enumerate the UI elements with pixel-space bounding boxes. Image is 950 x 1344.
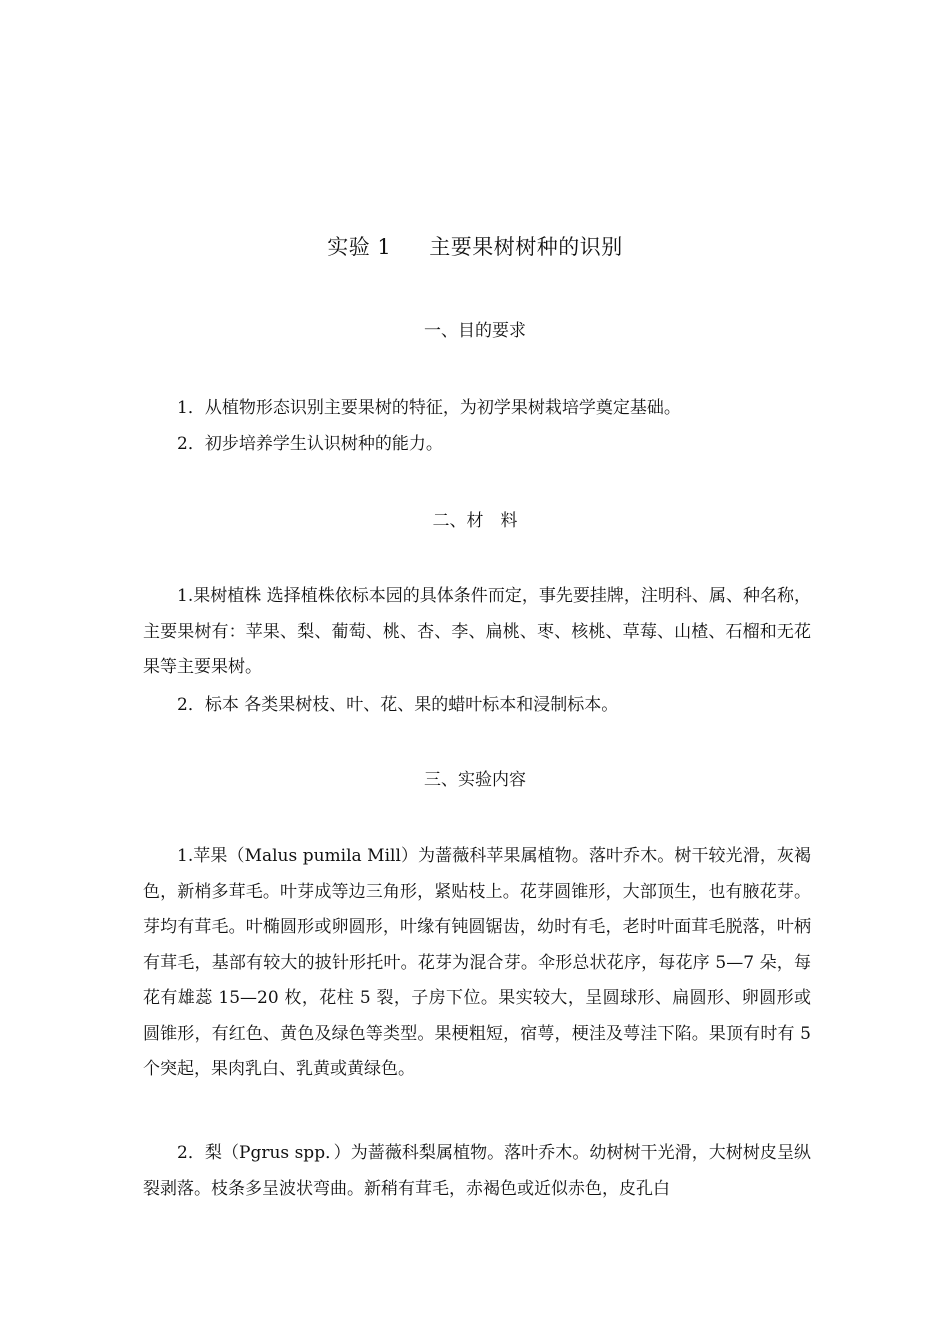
page-title	[0, 232, 950, 262]
experiment-number: 实验 1	[327, 235, 392, 259]
paragraph-pear: 2．梨（Pgrus spp．）为蔷薇科梨属植物。落叶乔木。幼树树干光滑，大树树皮呈纵裂剥落。枝条多呈波状弯曲。新稍有茸毛，赤褐色或近似赤色，皮孔白	[143, 1143, 811, 1199]
paragraph-apple: 1.苹果（Malus pumila Mill）为蔷薇科苹果属植物。落叶乔木。树干较光滑，灰褐色，新梢多茸毛。叶芽成等边三角形，紧贴枝上。花芽圆锥形，大部顶生，也有腋花芽。芽均有茸毛。叶椭圆形或卵圆形，叶缘有钝圆锯齿，幼时有毛，老时叶面茸毛脱落，叶柄有茸毛，基部有较大的披针形托叶。花芽为混合芽。伞形总状花序，每花序 5—7 朵，每花有雄蕊 15—20 枚，花柱 5 裂，子房下位。果实较大，呈圆球形、扁圆形、卵圆形或圆锥形，有红色、黄色及绿色等类型。果梗粗短，宿萼，梗洼及萼洼下陷。果顶有时有 5 个突起，果肉乳白、乳黄或黄绿色。	[143, 846, 811, 1079]
experiment-title: 主要果树树种的识别	[429, 235, 623, 259]
section-heading-materials: 二、材 料	[432, 511, 518, 531]
section-heading-content: 三、实验内容	[424, 770, 526, 790]
section-heading-purpose: 一、目的要求	[424, 321, 526, 341]
paragraph: 1．从植物形态识别主要果树的特征，为初学果树栽培学奠定基础。	[177, 398, 681, 418]
paragraph: 2．初步培养学生认识树种的能力。	[177, 434, 443, 454]
paragraph: 2．标本 各类果树枝、叶、花、果的蜡叶标本和浸制标本。	[177, 695, 619, 715]
paragraph: 1.果树植株 选择植株依标本园的具体条件而定，事先要挂牌，注明科、属、种名称，主要果树有：苹果、梨、葡萄、桃、杏、李、扁桃、枣、核桃、草莓、山楂、石榴和无花果等主要果树。	[143, 586, 811, 677]
